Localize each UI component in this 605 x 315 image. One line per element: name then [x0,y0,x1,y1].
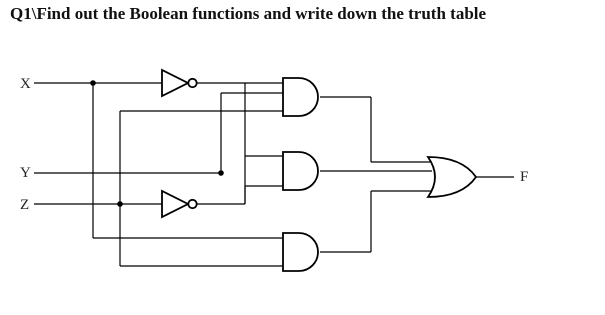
output-label-f: F [520,169,529,185]
junction-z [117,201,123,207]
question-title: Q1\Find out the Boolean functions and write down the truth table [10,4,487,23]
or-gate [428,157,476,197]
and-gate-2 [283,152,318,190]
input-label-z: Z [20,197,30,213]
not-gate-z [162,191,197,217]
junction-y [218,170,224,176]
not-gate-x [162,70,197,96]
junction-x [90,80,96,86]
and-gate-3 [283,233,318,271]
junction-dots [90,80,224,207]
input-label-x: X [20,76,31,92]
and-gate-1 [283,78,318,116]
input-label-y: Y [20,165,31,181]
